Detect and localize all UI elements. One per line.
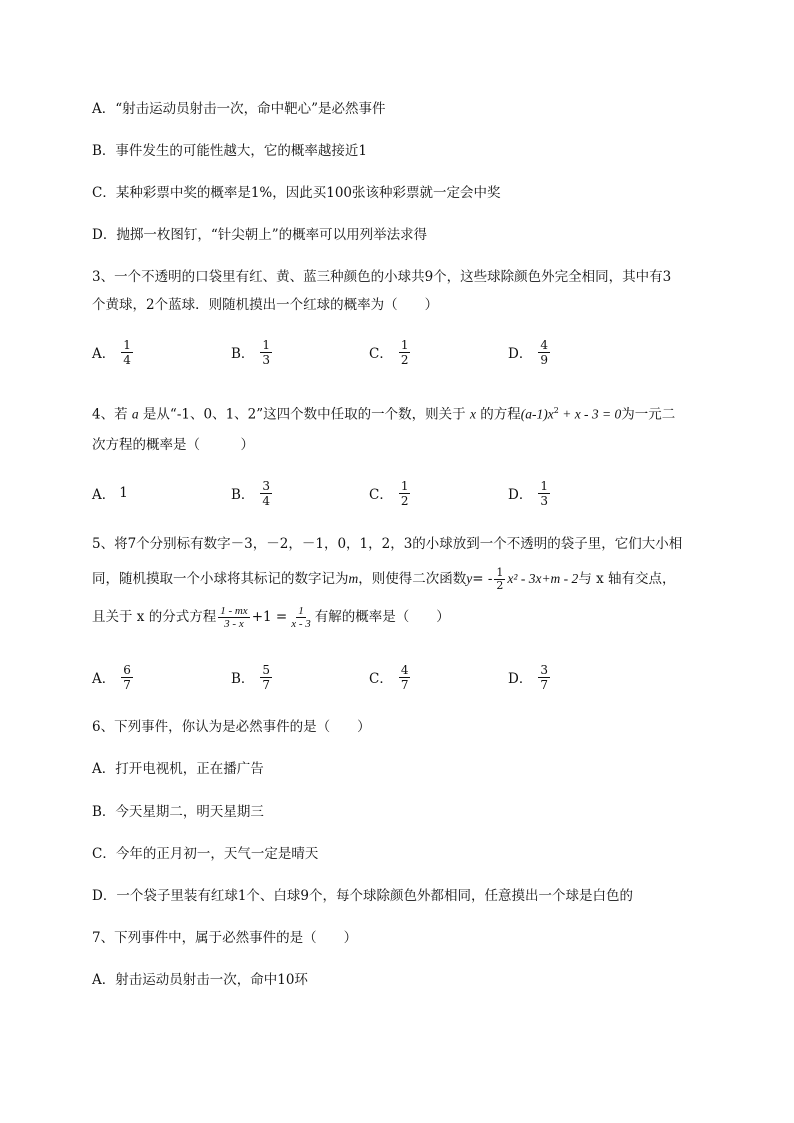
numerator: 1	[540, 478, 548, 493]
numerator: 1	[400, 337, 409, 352]
fraction	[260, 338, 272, 367]
equation-part: = -	[472, 571, 493, 587]
denominator: 7	[123, 677, 131, 692]
numerator: 1	[123, 337, 131, 352]
q3-option-a	[92, 332, 135, 372]
q4-text: 是从“-1、0、1、2”这四个数中任取的一个数，则关于	[138, 406, 470, 423]
fraction	[399, 479, 411, 508]
denominator: 2	[400, 352, 409, 367]
numerator: 4	[540, 337, 548, 352]
q5-option-c	[369, 657, 412, 697]
q6-option-b: B．今天星期二，明天星期三	[92, 804, 264, 820]
option-label: A．	[92, 346, 116, 362]
fraction	[494, 567, 505, 592]
variable-a: a	[131, 406, 139, 422]
fraction	[538, 338, 550, 367]
q3-option-d	[508, 332, 552, 372]
q5-options	[92, 657, 652, 697]
equation-part: x² - 3x+m - 2	[507, 571, 579, 586]
option-label: A．	[92, 671, 116, 687]
fraction	[218, 605, 250, 630]
q4-options	[92, 473, 652, 513]
q6-option-a: A．打开电视机，正在播广告	[92, 761, 264, 777]
fraction	[260, 479, 272, 508]
q6-option-c: C．今年的正月初一，天气一定是晴天	[92, 846, 319, 862]
option-d-text: D．抛掷一枚图钉，“针尖朝上”的概率可以用列举法求得	[92, 227, 428, 243]
q4-text: 为一元二	[621, 406, 676, 423]
q7-stem: 7、下列事件中，属于必然事件的是（ ）	[92, 930, 358, 946]
option-label: D．	[508, 487, 533, 503]
q5-text: ，则使得二次函数	[358, 571, 467, 587]
numerator: 1	[496, 565, 504, 579]
fraction	[289, 605, 313, 630]
option-a-text: A．“射击运动员射击一次，命中靶心”是必然事件	[92, 101, 386, 117]
numerator: 5	[262, 662, 271, 677]
fraction	[399, 663, 411, 692]
option-value: 1	[119, 485, 128, 501]
option-label: D．	[508, 671, 533, 687]
denominator: x - 3	[291, 617, 311, 630]
variable-x: x	[469, 406, 476, 422]
denominator: 2	[400, 493, 409, 508]
fraction	[399, 338, 411, 367]
option-label: B．	[231, 346, 255, 362]
q5-stem-line2	[92, 566, 676, 592]
q5-text: 且关于 x 的分式方程	[92, 609, 217, 625]
option-label: D．	[508, 346, 533, 362]
numerator: 1 - mx	[220, 604, 248, 617]
q5-text: 同，随机摸取一个小球将其标记的数字记为	[92, 571, 349, 587]
denominator: 4	[123, 352, 131, 367]
option-c-text: C．某种彩票中奖的概率是1%，因此买100张该种彩票就一定会中奖	[92, 185, 501, 201]
q6-stem: 6、下列事件，你认为是必然事件的是（ ）	[92, 719, 371, 735]
denominator: 3 - x	[224, 617, 244, 630]
option-label: B．	[231, 671, 255, 687]
fraction	[538, 663, 550, 692]
fraction	[538, 479, 550, 508]
option-b-text: B．事件发生的可能性越大，它的概率越接近1	[92, 143, 368, 159]
denominator: 3	[540, 493, 548, 508]
q5-text: 有解的概率是（ ）	[314, 609, 450, 625]
denominator: 2	[496, 578, 504, 592]
variable-m: m	[348, 571, 359, 586]
variable-y: y	[466, 571, 473, 586]
numerator: 1	[400, 478, 409, 493]
q4-option-b	[231, 473, 274, 513]
q7-option-a: A．射击运动员射击一次，命中10环	[92, 972, 308, 988]
q5-option-d	[508, 657, 552, 697]
equation-part: +1 =	[251, 609, 288, 625]
numerator: 1	[298, 604, 304, 617]
q5-option-b	[231, 657, 274, 697]
equation-part: + x - 3 = 0	[558, 406, 622, 422]
q3-stem-line2: 个黄球，2个蓝球．则随机摸出一个红球的概率为（ ）	[92, 297, 439, 313]
q3-option-c	[369, 332, 412, 372]
q3-options	[92, 332, 652, 372]
option-label: C．	[369, 346, 393, 362]
option-label: B．	[231, 487, 255, 503]
q4-stem-line2: 次方程的概率是（ ）	[92, 437, 254, 453]
denominator: 9	[540, 352, 548, 367]
denominator: 7	[540, 677, 548, 692]
numerator: 6	[123, 662, 131, 677]
q4-option-d	[508, 473, 552, 513]
q3-option-b	[231, 332, 274, 372]
denominator: 3	[262, 352, 271, 367]
option-label: C．	[369, 487, 393, 503]
numerator: 1	[262, 337, 271, 352]
q4-stem-line1	[92, 402, 675, 424]
fraction	[121, 663, 133, 692]
q4-option-c	[369, 473, 412, 513]
fraction	[121, 338, 133, 367]
q5-stem-line1: 5、将7个分别标有数字－3，－2，－1，0，1，2，3的小球放到一个不透明的袋子里，它们大小相	[92, 536, 683, 552]
exponent: 2	[553, 406, 559, 415]
equation-part: (a-1)x	[520, 406, 554, 422]
q4-text: 4、若	[92, 406, 132, 423]
numerator: 3	[262, 478, 271, 493]
numerator: 3	[540, 662, 548, 677]
q4-text: 的方程	[475, 406, 521, 423]
option-label: A．	[92, 487, 116, 503]
denominator: 4	[262, 493, 271, 508]
denominator: 7	[400, 677, 409, 692]
q4-option-a	[92, 473, 128, 513]
denominator: 7	[262, 677, 271, 692]
q3-stem-line1: 3、一个不透明的口袋里有红、黄、蓝三种颜色的小球共9个，这些球除颜色外完全相同，其中有3	[92, 269, 672, 285]
q5-stem-line3	[92, 602, 450, 632]
fraction	[260, 663, 272, 692]
option-label: C．	[369, 671, 393, 687]
numerator: 4	[400, 662, 409, 677]
q5-option-a	[92, 657, 135, 697]
q6-option-d: D．一个袋子里装有红球1个、白球9个，每个球除颜色外都相同，任意摸出一个球是白色的	[92, 888, 634, 904]
q5-text: 与 x 轴有交点，	[578, 571, 676, 587]
